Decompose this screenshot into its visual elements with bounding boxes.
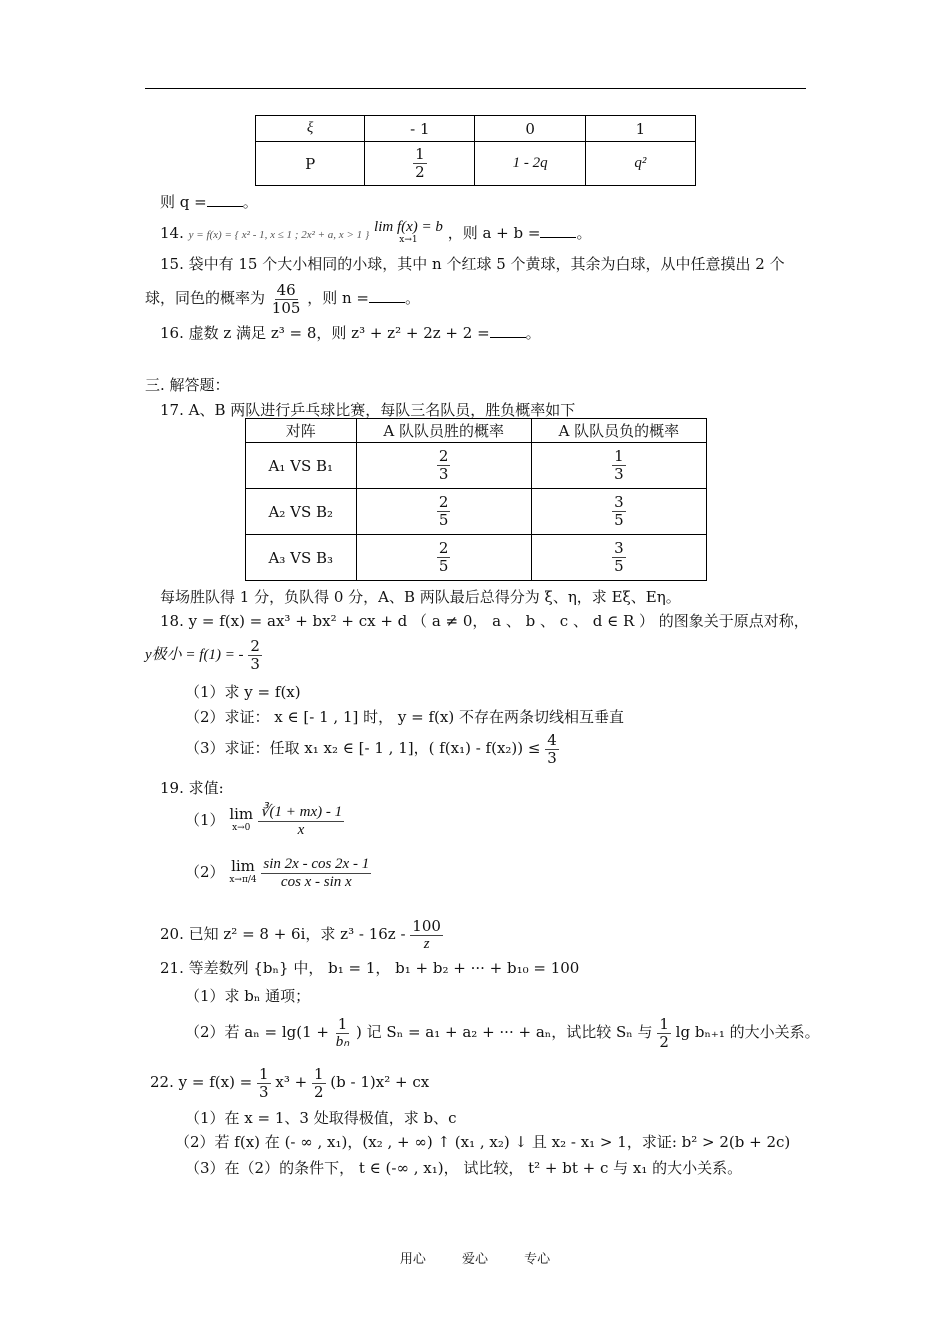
q17-row2-win: $\frac{2}{5}$ <box>356 489 531 535</box>
q18-part1: （1）求 y = f(x) <box>185 683 301 701</box>
q14: 14. y = f(x) = { x² - 1, x ≤ 1 ; 2x² + a, x > 1 } lim f(x) = b x→1 ，则 a + b = 。 <box>160 219 592 245</box>
q17-row1-win: $\frac{2}{3}$ <box>356 443 531 489</box>
table-row <box>246 489 707 535</box>
q18-line1: 18. y = f(x) = ax³ + bx² + cx + d （ a ≠ 0， a 、 b 、 c 、 d ∈ R ） 的图象关于原点对称， <box>160 612 809 630</box>
q15-line2: 球，同色的概率为 $\frac{46}{105}$ ，则 n = 。 <box>145 280 420 317</box>
q18-part2: （2）求证： x ∈ [- 1 , 1] 时， y = f(x) 不存在两条切线相互垂直 <box>185 708 624 726</box>
q17-row1-lose: $\frac{1}{3}$ <box>531 443 706 489</box>
q15-line1: 15. 袋中有 15 个大小相同的小球，其中 n 个红球 5 个黄球，其余为白球，从中任意摸出 2 个 <box>160 255 785 273</box>
q21-part1: （1）求 bₙ 通项； <box>185 987 311 1005</box>
q17-header-win: A 队队员胜的概率 <box>356 419 531 443</box>
section-title: 三. 解答题： <box>145 376 230 394</box>
footer-item: 专心 <box>524 1252 551 1267</box>
q21-part2: （2）若 aₙ = lg(1 + $\frac{1}{\text{bₙ}}$ ) 记 Sₙ = a₁ + a₂ + ··· + aₙ，试比较 Sₙ 与 $\frac{1}{2}$ lg bₙ₊₁ 的大小关系。 <box>185 1014 820 1051</box>
footer-item: 爱心 <box>461 1252 488 1267</box>
q17-row2-label: A₂ VS B₂ <box>246 489 357 535</box>
q19-title: 19. 求值: <box>160 779 224 797</box>
q18-line2: y极小 = f(1) = - $\frac{2}{3}$ <box>145 636 260 673</box>
header-rule <box>145 88 806 89</box>
q17-row2-lose: $\frac{3}{5}$ <box>531 489 706 535</box>
table-row <box>246 535 707 581</box>
q17-header-lose: A 队队员负的概率 <box>531 419 706 443</box>
q18-part3: （3）求证：任取 x₁ x₂ ∈ [- 1 , 1]，( f(x₁) - f(x₂)) ≤ $\frac{4}{3}$ <box>185 730 557 767</box>
q21-line1: 21. 等差数列 {bₙ} 中， b₁ = 1， b₁ + b₂ + ··· + b₁₀ = 100 <box>160 959 580 977</box>
table1-cell-half: $\frac{1}{2}$ <box>365 142 475 186</box>
table1-header-0: 0 <box>475 116 585 142</box>
q17-row3-lose: $\frac{3}{5}$ <box>531 535 706 581</box>
q17-title: 17. A、B 两队进行乒乓球比赛，每队三名队员，胜负概率如下 <box>160 401 576 419</box>
q20: 20. 已知 z² = 8 + 6i，求 z³ - 16z - $\frac{100}{z}$ <box>160 916 441 952</box>
table1-header-xi: ξ <box>256 116 365 142</box>
table1-header-1: 1 <box>585 116 695 142</box>
q17-after: 每场胜队得 1 分，负队得 0 分，A、B 两队最后总得分为 ξ、η，求 Eξ、Eη。 <box>160 588 681 606</box>
footer-item: 用心 <box>399 1252 426 1267</box>
q17-row3-label: A₃ VS B₃ <box>246 535 357 581</box>
q17-row1-label: A₁ VS B₁ <box>246 443 357 489</box>
q19-part2: （2） lim x→π/4 $\frac{\sin 2x - \cos 2x - 1}{\text{cos x - sin x}}$ <box>185 855 370 890</box>
table1-row-label: P <box>256 142 365 186</box>
q19-part1: （1） lim x→0 $\frac{∛(1 + mx) - 1}{x}$ <box>185 803 343 838</box>
q16: 16. 虚数 z 满足 z³ = 8，则 z³ + z² + 2z + 2 = 。 <box>160 324 541 342</box>
q17-row3-win: $\frac{2}{5}$ <box>356 535 531 581</box>
q22-part3: （3）在（2）的条件下， t ∈ (-∞ , x₁)， 试比较， t² + bt + c 与 x₁ 的大小关系。 <box>185 1159 743 1177</box>
table-row <box>246 443 707 489</box>
q22-line1: 22. y = f(x) = $\frac{1}{3}$ x³ + $\frac{1}{2}$ (b - 1)x² + cx <box>150 1064 430 1101</box>
q22-part1: （1）在 x = 1、3 处取得极值，求 b、c <box>185 1109 457 1127</box>
q13-tail: 则 q = 。 <box>160 193 258 211</box>
q22-part2: （2）若 f(x) 在 (- ∞ , x₁)，(x₂ , + ∞) ↑ (x₁ , x₂) ↓ 且 x₂ - x₁ > 1，求证: b² > 2(b + 2c) <box>175 1133 791 1151</box>
distribution-table <box>255 115 696 186</box>
q17-header-match: 对阵 <box>246 419 357 443</box>
footer <box>0 1248 950 1267</box>
match-table <box>245 418 707 581</box>
table1-cell-mid: 1 - 2q <box>475 142 585 186</box>
table1-cell-last: q² <box>585 142 695 186</box>
table1-header-neg1: - 1 <box>365 116 475 142</box>
